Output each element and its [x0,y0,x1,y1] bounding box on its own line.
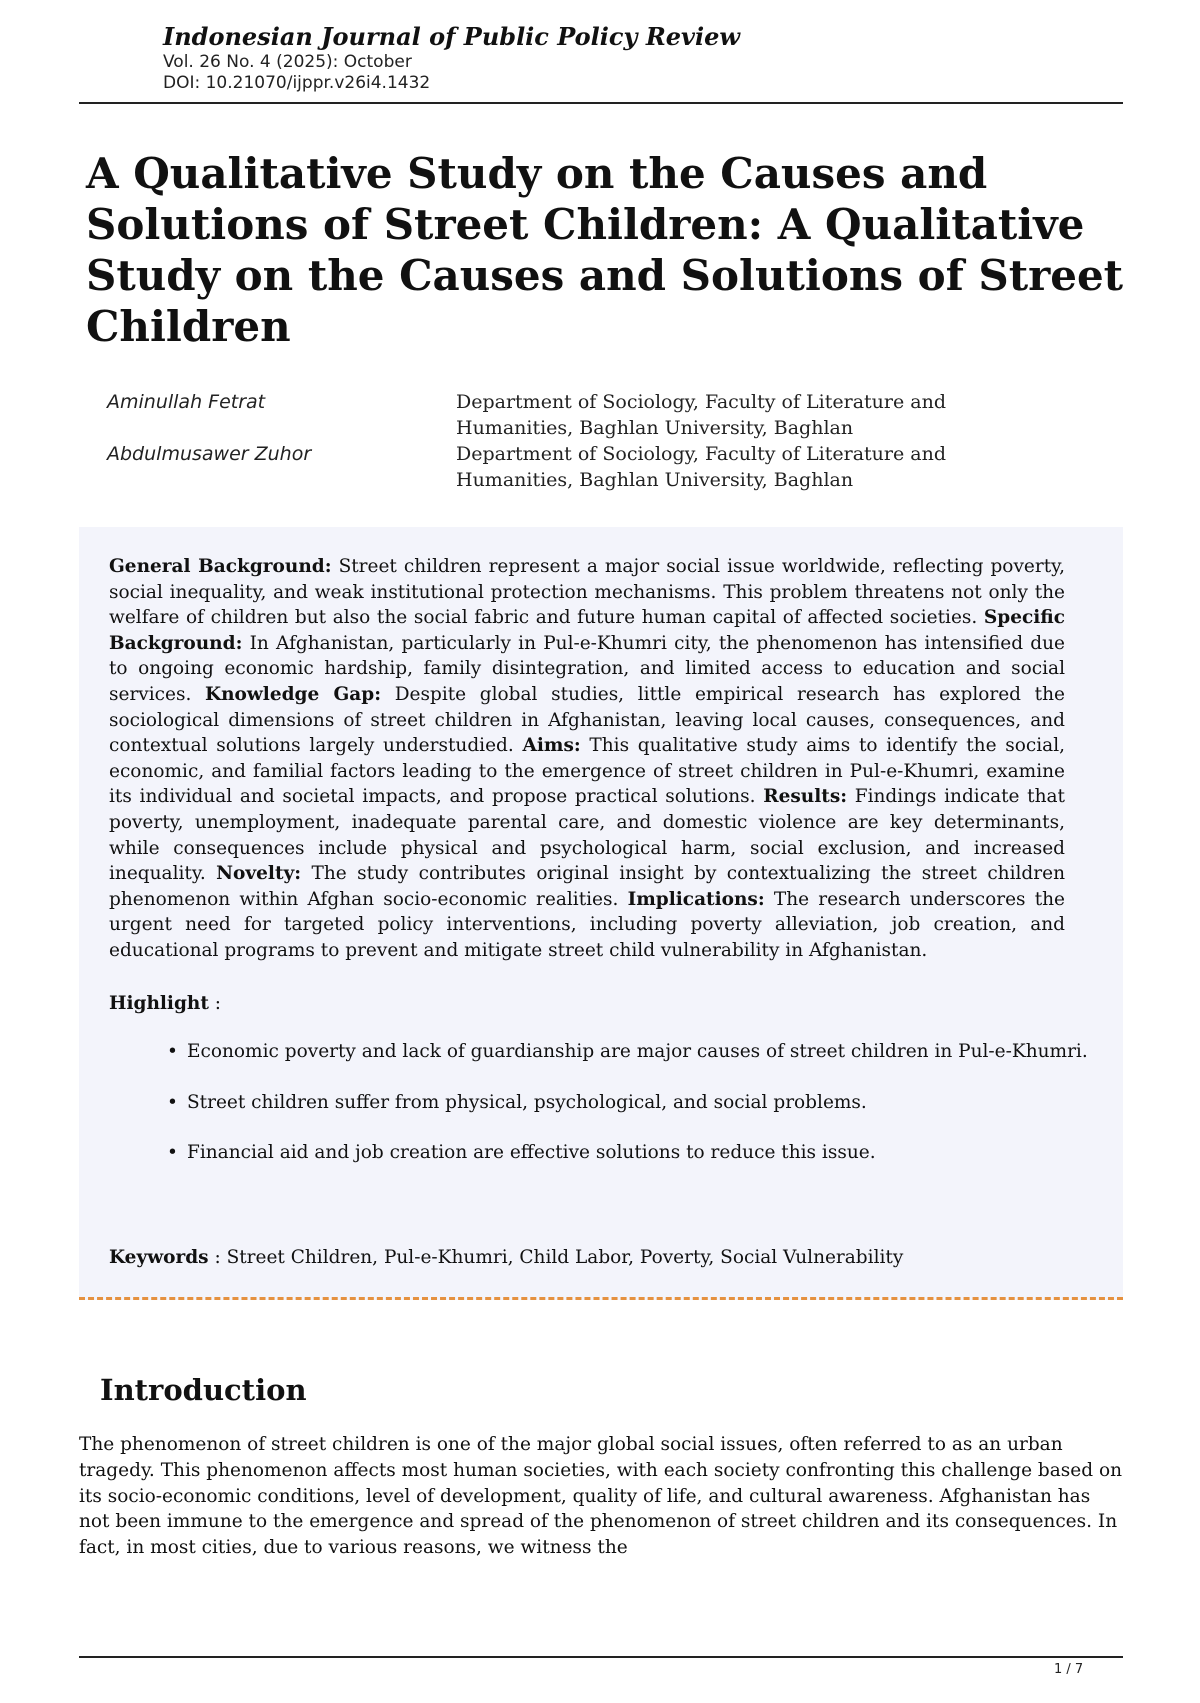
aims-label: Aims: [522,735,581,757]
introduction-heading: Introduction [100,1373,307,1407]
keywords-separator: : [208,1247,227,1268]
highlight-item [159,1140,1109,1166]
keywords [109,1245,1109,1271]
highlight-item [159,1090,1109,1116]
footer-divider [79,1656,1123,1658]
highlight-text: Street children suffer from physical, psychological, and social problems. [187,1091,867,1113]
keywords-label: Keywords [109,1247,209,1268]
author-name: Abdulmusawer Zuhor [107,443,312,465]
results: Findings indicate that poverty, unemployment, inadequate parental care, and domestic violence are key determinants, while consequences include physical and psychological harm, social exclusion, and increased inequality. [109,786,1065,885]
author-row [107,389,1107,441]
abstract-text [109,554,1065,964]
novelty-label: Novelty: [216,863,302,885]
highlight-text: Financial aid and job creation are effective solutions to reduce this issue. [187,1142,876,1164]
highlight-label: Highlight [109,993,209,1014]
author-name: Aminullah Fetrat [107,391,266,413]
page-number: 1 / 7 [1054,1662,1084,1677]
highlight-text: Economic poverty and lack of guardianship are major causes of street children in Pul-e-Khumri. [187,1041,1088,1062]
author-affiliation: Department of Sociology, Faculty of Literature and Humanities, Baghlan University, Baghlan [456,443,946,491]
highlight-separator: : [208,993,222,1014]
highlight-list [159,1039,1109,1191]
specific-background-label: Specific Background: [109,607,1065,654]
novelty: The study contributes original insight by contextualizing the street children phenomenon within Afghan socio-economic realities. [109,863,1065,910]
highlight-item [159,1039,1109,1065]
bullet-icon: • [167,1142,178,1164]
author-row [107,441,1107,493]
volume-info: Vol. 26 No. 4 (2025): October [163,52,412,72]
header-divider [79,102,1123,104]
paper-title: A Qualitative Study on the Causes and Solutions of Street Children: A Qualitative Study on the Causes and Solutions of Street Children [86,149,1124,351]
doi[interactable]: DOI: 10.21070/ijppr.v26i4.1432 [163,73,431,93]
author-affiliation: Department of Sociology, Faculty of Literature and Humanities, Baghlan University, Baghlan [456,391,946,439]
general-background-label: General Background: [109,556,332,577]
implications-label: Implications: [627,888,765,910]
highlight-heading [109,991,221,1017]
journal-title: Indonesian Journal of Public Policy Review [163,22,741,51]
author-list [107,389,1107,493]
bullet-icon: • [167,1041,178,1062]
implications: The research underscores the urgent need for targeted policy interventions, including poverty alleviation, job creation, and educational programs to prevent and mitigate street child vulnerability in Afghanistan. [109,888,1066,961]
general-background: Street children represent a major social issue worldwide, reflecting poverty, social inequality, and weak institutional protection mechanisms. This problem threatens not only the welfare of children but also the social fabric and future human capital of affected societies. [109,556,1066,629]
results-label: Results: [763,786,848,808]
bullet-icon: • [167,1091,178,1113]
knowledge-gap: Despite global studies, little empirical research has explored the sociological dimensions of street children in Afghanistan, leaving local causes, consequences, and contextual solutions largely understudied. [109,683,1065,757]
specific-background: In Afghanistan, particularly in Pul-e-Khumri city, the phenomenon has intensified due to ongoing economic hardship, family disintegration, and limited access to education and social services. [109,632,1065,705]
introduction-text: The phenomenon of street children is one of the major global social issues, often referred to as an urban tragedy. This phenomenon affects most human societies, with each society confronting this challenge based on its socio-economic conditions, level of development, quality of life, and cultural awareness. Afghanistan has not been immune to the emergence and spread of the phenomenon of street children and its consequences. In fact, in most cities, due to various reasons, we witness the [79,1434,1123,1559]
knowledge-gap-label: Knowledge Gap: [205,683,382,705]
abstract-box [79,527,1123,1300]
aims: This qualitative study aims to identify the social, economic, and familial factors leading to the emergence of street children in Pul-e-Khumri, examine its individual and societal impacts, and propose practical solutions. [109,735,1065,808]
keywords-text: Street Children, Pul-e-Khumri, Child Labor, Poverty, Social Vulnerability [226,1247,904,1268]
journal-header [163,22,1123,94]
